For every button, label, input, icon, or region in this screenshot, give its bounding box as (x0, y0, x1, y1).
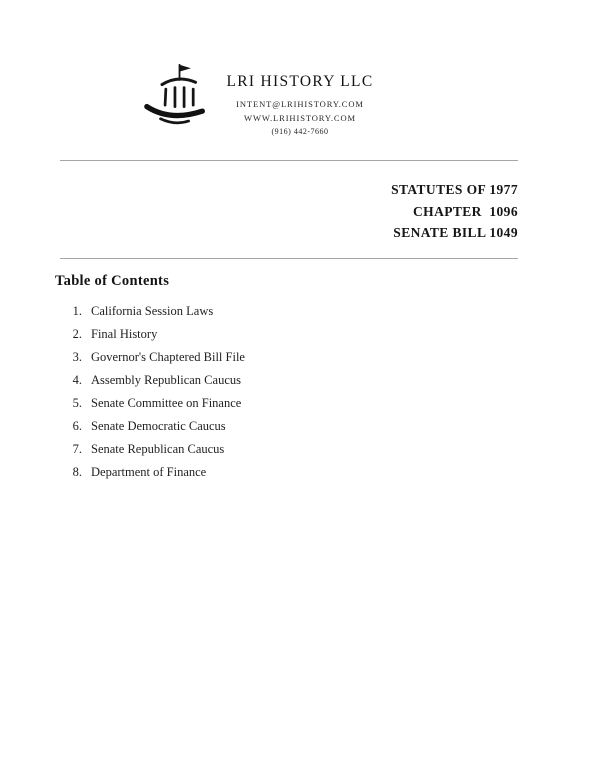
toc-item-label: Senate Democratic Caucus (91, 419, 226, 433)
toc-item-number: 1. (72, 304, 82, 318)
toc-item (67, 327, 245, 350)
toc-title: Table of Contents (55, 273, 170, 289)
company-name: LRI HISTORY LLC (226, 73, 374, 90)
company-email: INTENT@LRIHISTORY.COM (236, 99, 364, 109)
company-website: WWW.LRIHISTORY.COM (244, 113, 356, 123)
statutes-line-chapter: CHAPTER 1096 (413, 203, 518, 219)
toc-item-label: Senate Republican Caucus (91, 442, 225, 456)
toc-item-label: Final History (91, 327, 158, 341)
toc-item (67, 396, 245, 419)
toc-item-label: Department of Finance (91, 465, 207, 479)
top-divider (60, 160, 518, 161)
toc-item-number: 2. (72, 327, 82, 341)
toc-item-number: 6. (72, 419, 82, 433)
toc-item-label: Assembly Republican Caucus (91, 373, 241, 387)
toc-item-number: 4. (72, 373, 82, 387)
statutes-line-year: STATUTES OF 1977 (391, 182, 518, 197)
middle-divider (60, 258, 518, 259)
company-phone: (916) 442-7660 (271, 127, 329, 136)
toc-item-label: Governor's Chaptered Bill File (91, 350, 245, 364)
toc-item (67, 442, 245, 465)
letterhead-text (0, 73, 600, 136)
toc-item (67, 304, 245, 327)
toc-list (67, 304, 245, 488)
toc-item (67, 373, 245, 396)
toc-item-number: 8. (72, 465, 82, 479)
toc-item-label: Senate Committee on Finance (91, 396, 242, 410)
toc-item (67, 419, 245, 442)
letterhead (0, 0, 600, 155)
statutes-line-bill: SENATE BILL 1049 (393, 225, 518, 240)
statutes-block (391, 179, 518, 244)
toc-item (67, 350, 245, 373)
toc-item-number: 7. (72, 442, 82, 456)
toc-item-number: 5. (72, 396, 82, 410)
toc-item (67, 465, 245, 488)
toc-item-label: California Session Laws (91, 304, 214, 318)
toc-item-number: 3. (72, 350, 82, 364)
